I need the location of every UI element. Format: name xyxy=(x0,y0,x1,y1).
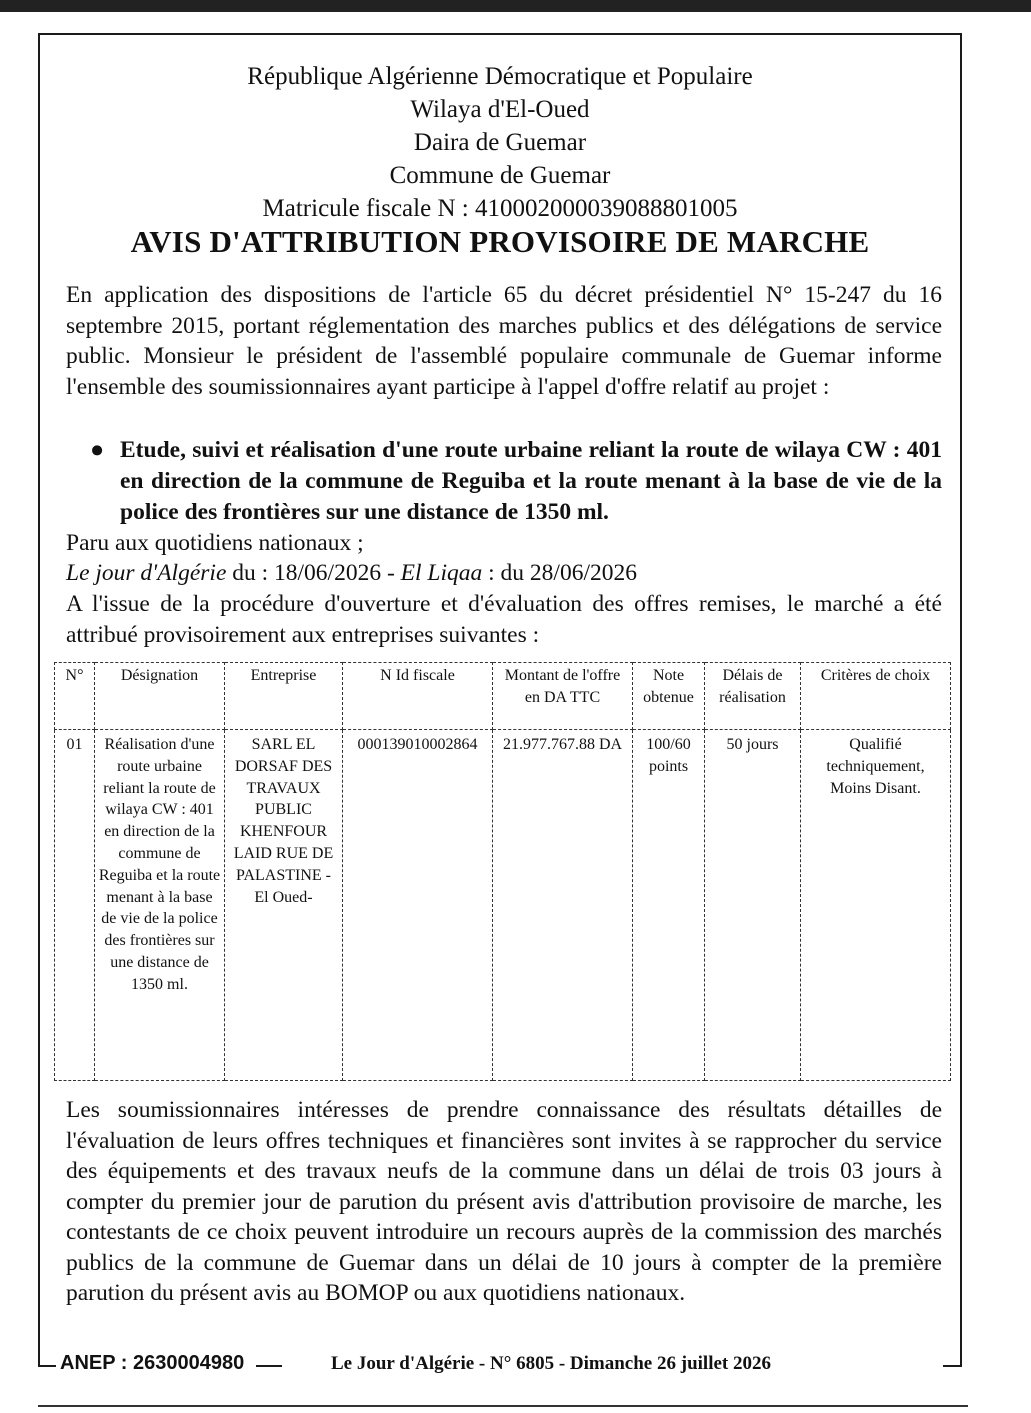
outcome-paragraph: A l'issue de la procédure d'ouverture et d'évaluation des offres remises, le marché a été attribué provisoirement aux entreprises suivantes : xyxy=(66,591,942,648)
header-daira: Daira de Guemar xyxy=(413,129,587,156)
footer-rule-left xyxy=(38,1365,56,1367)
closing-paragraph: Les soumissionnaires intéresses de prendre connaissance des résultats détailles de l'évaluation de leurs offres techniques et financières sont invites à se rapprocher du service des équipements et des travaux neufs de la commune dans un délai de trois 03 jours à compter du premier jour de parution du présent avis d'attribution provisoire de marche, les contestants de ce choix peuvent introduire un recours auprès de la commission des marchés publics de la commune de Guemar dans un délai de 10 jours à compter de la première parution du présent avis au BOMOP ou aux quotidiens nationaux. xyxy=(66,1097,942,1306)
paper-date-1: du : 18/06/2026 - xyxy=(226,560,401,586)
award-table xyxy=(54,662,951,1081)
paper-name-2: El Liqaa xyxy=(400,560,483,586)
publication-info: Le Jour d'Algérie - N° 6805 - Dimanche 26 juillet 2026 xyxy=(331,1353,771,1374)
footer-rule-right xyxy=(943,1365,962,1367)
page-bottom-rule xyxy=(38,1405,968,1407)
published-line xyxy=(66,558,942,588)
cell-entreprise: SARL EL DORSAF DES TRAVAUX PUBLIC KHENFOUR LAID RUE DE PALASTINE - El Oued- xyxy=(225,730,343,1081)
bullet-icon: ● xyxy=(90,437,105,463)
cell-criteres: Qualifié techniquement, Moins Disant. xyxy=(801,730,951,1081)
col-header-note: Note obtenue xyxy=(633,663,705,730)
col-header-nif: N Id fiscale xyxy=(343,663,493,730)
footer-rule-mid xyxy=(256,1365,282,1367)
cell-nif: 000139010002864 xyxy=(343,730,493,1081)
cell-montant: 21.977.767.88 DA xyxy=(493,730,633,1081)
table-row xyxy=(55,730,951,1081)
cell-designation: Réalisation d'une route urbaine reliant la route de wilaya CW : 401 en direction de la commune de Reguiba et la route menant à la base de vie de la police des frontières sur une distance de 1350 ml. xyxy=(95,730,225,1081)
header-wilaya: Wilaya d'El-Oued xyxy=(410,96,590,123)
intro-paragraph: En application des dispositions de l'article 65 du décret présidentiel N° 15-247 du 16 septembre 2015, portant réglementation des marches publics et des délégations de service public. Monsieur le président de l'assemblé populaire communale de Guemar informe l'ensemble des soumissionnaires ayant participe à l'appel d'offre relatif au projet : xyxy=(66,282,942,400)
header-matricule: Matricule fiscale N : 410002000039088801005 xyxy=(262,195,738,222)
project-bullet xyxy=(90,435,942,528)
project-description: Etude, suivi et réalisation d'une route urbaine reliant la route de wilaya CW : 401 en direction de la commune de Reguiba et la route menant à la base de vie de la police des frontières sur une distance de 1350 ml. xyxy=(120,437,942,525)
paper-name-1: Le jour d'Algérie xyxy=(66,560,227,586)
header-commune: Commune de Guemar xyxy=(389,162,611,189)
footer xyxy=(38,1352,962,1382)
col-header-no: N° xyxy=(55,663,95,730)
header-republic: République Algérienne Démocratique et Populaire xyxy=(247,63,753,90)
cell-note: 100/60 points xyxy=(633,730,705,1081)
col-header-montant: Montant de l'offre en DA TTC xyxy=(493,663,633,730)
table-header-row xyxy=(55,663,951,730)
anep-reference: ANEP : 2630004980 xyxy=(60,1352,245,1374)
col-header-criteres: Critères de choix xyxy=(801,663,951,730)
col-header-entreprise: Entreprise xyxy=(225,663,343,730)
page-top-band xyxy=(0,0,1031,12)
col-header-designation: Désignation xyxy=(95,663,225,730)
col-header-delais: Délais de réalisation xyxy=(705,663,801,730)
cell-delais: 50 jours xyxy=(705,730,801,1081)
published-intro: Paru aux quotidiens nationaux ; xyxy=(66,530,364,556)
cell-no: 01 xyxy=(55,730,95,1081)
notice-title: AVIS D'ATTRIBUTION PROVISOIRE DE MARCHE xyxy=(130,224,870,259)
paper-date-2: : du 28/06/2026 xyxy=(482,560,637,586)
